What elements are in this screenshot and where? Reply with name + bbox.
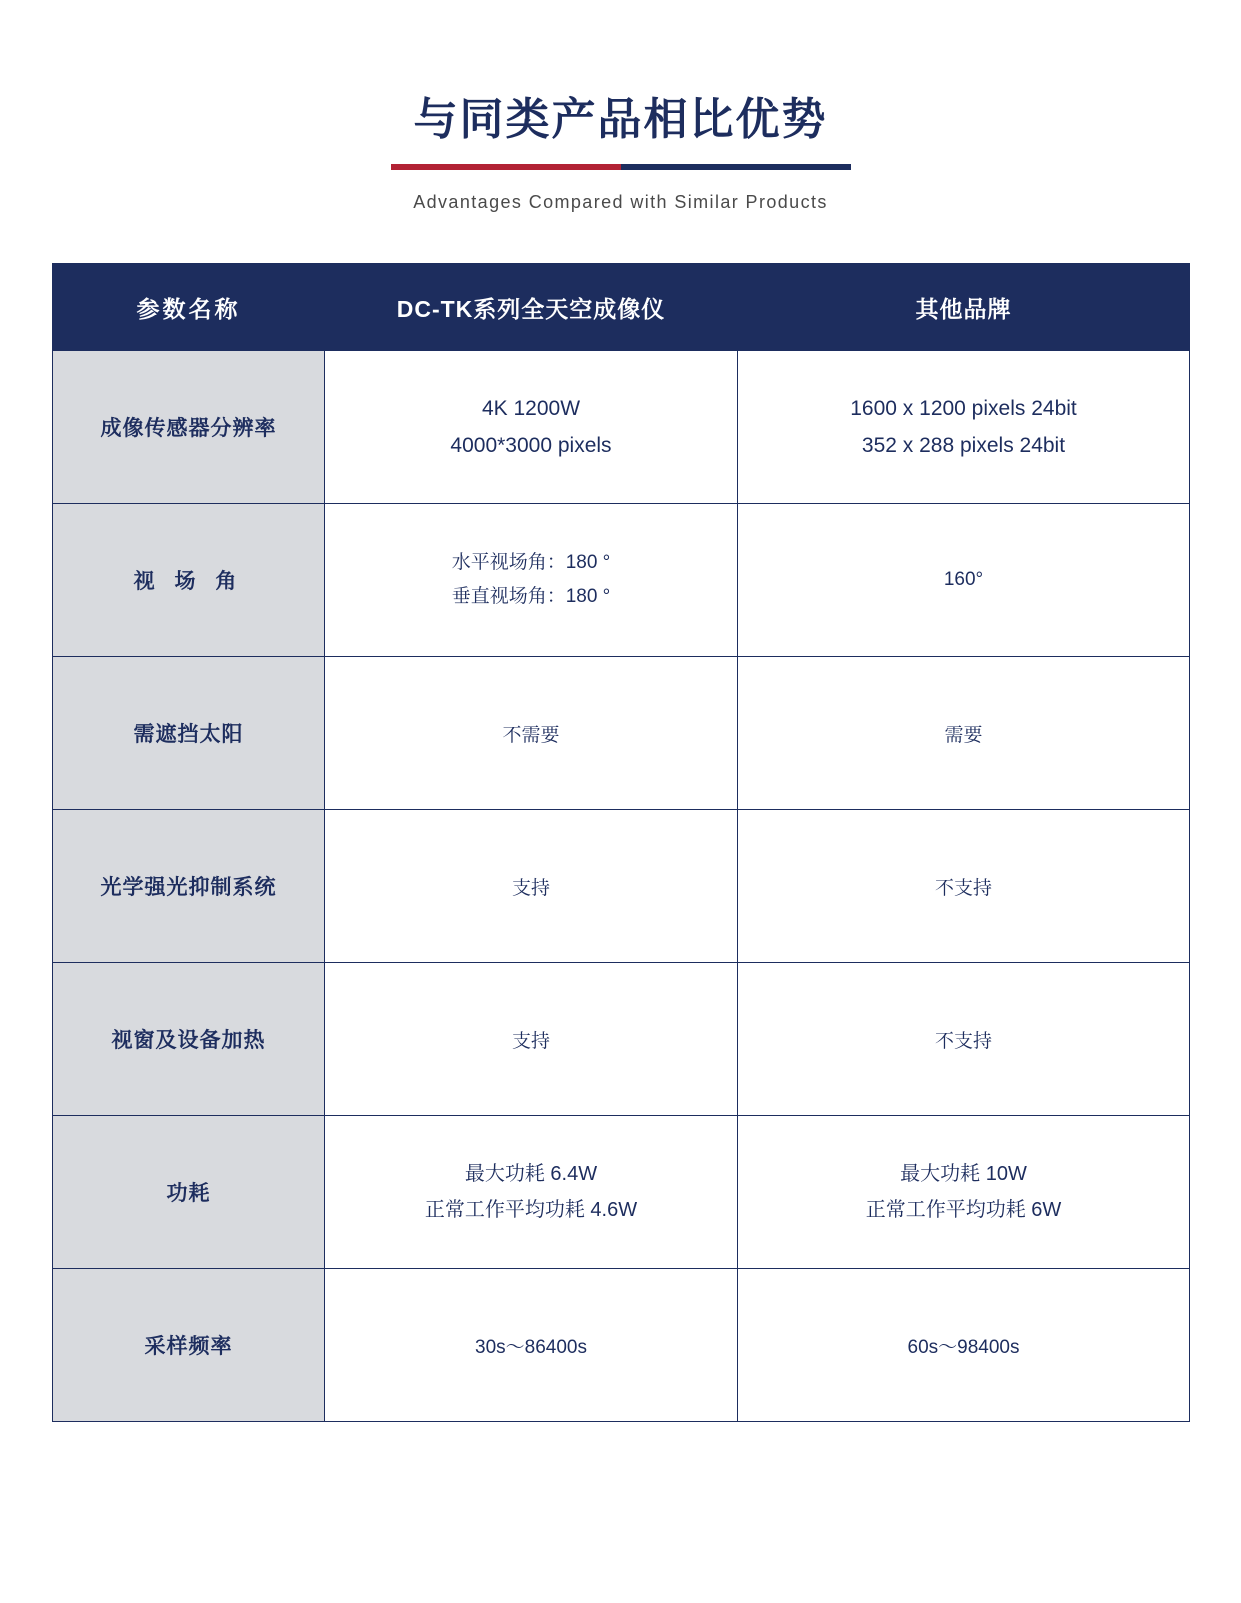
title-divider (391, 164, 851, 170)
cell-product-window-heating: 支持 (325, 963, 738, 1116)
table-row (53, 1269, 1190, 1422)
divider-red-segment (391, 164, 621, 170)
page-title: 与同类产品相比优势 (413, 95, 828, 144)
cell-other-sun-blocking: 需要 (738, 657, 1190, 810)
row-label-sensor-resolution: 成像传感器分辨率 (53, 351, 325, 504)
table-row (53, 351, 1190, 504)
comparison-table (52, 263, 1190, 1422)
table-row (53, 963, 1190, 1116)
cell-other-glare-suppression: 不支持 (738, 810, 1190, 963)
column-header-other: 其他品牌 (738, 264, 1190, 351)
row-label-window-heating: 视窗及设备加热 (53, 963, 325, 1116)
cell-product-glare-suppression: 支持 (325, 810, 738, 963)
table-row (53, 810, 1190, 963)
table-header-row (53, 264, 1190, 351)
table-row (53, 1116, 1190, 1269)
row-label-sun-blocking: 需遮挡太阳 (53, 657, 325, 810)
cell-other-sensor-resolution: 1600 x 1200 pixels 24bit 352 x 288 pixels 24bit (738, 351, 1190, 504)
row-label-glare-suppression: 光学强光抑制系统 (53, 810, 325, 963)
cell-product-sensor-resolution: 4K 1200W 4000*3000 pixels (325, 351, 738, 504)
cell-product-power-consumption: 最大功耗 6.4W 正常工作平均功耗 4.6W (325, 1116, 738, 1269)
cell-product-field-of-view: 水平视场角：180 ° 垂直视场角：180 ° (325, 504, 738, 657)
cell-other-window-heating: 不支持 (738, 963, 1190, 1116)
row-label-sampling-frequency: 采样频率 (53, 1269, 325, 1422)
row-label-field-of-view: 视 场 角 (53, 504, 325, 657)
table-row (53, 504, 1190, 657)
row-label-power-consumption: 功耗 (53, 1116, 325, 1269)
table-row (53, 657, 1190, 810)
cell-other-sampling-frequency: 60s～98400s (738, 1269, 1190, 1422)
page-subtitle: Advantages Compared with Similar Products (413, 192, 828, 213)
cell-other-field-of-view: 160° (738, 504, 1190, 657)
cell-product-sun-blocking: 不需要 (325, 657, 738, 810)
cell-product-sampling-frequency: 30s～86400s (325, 1269, 738, 1422)
column-header-parameter: 参数名称 (53, 264, 325, 351)
comparison-table-wrapper (52, 263, 1189, 1422)
divider-blue-segment (621, 164, 851, 170)
column-header-product: DC-TK系列全天空成像仪 (325, 264, 738, 351)
cell-other-power-consumption: 最大功耗 10W 正常工作平均功耗 6W (738, 1116, 1190, 1269)
page-header (0, 0, 1241, 213)
